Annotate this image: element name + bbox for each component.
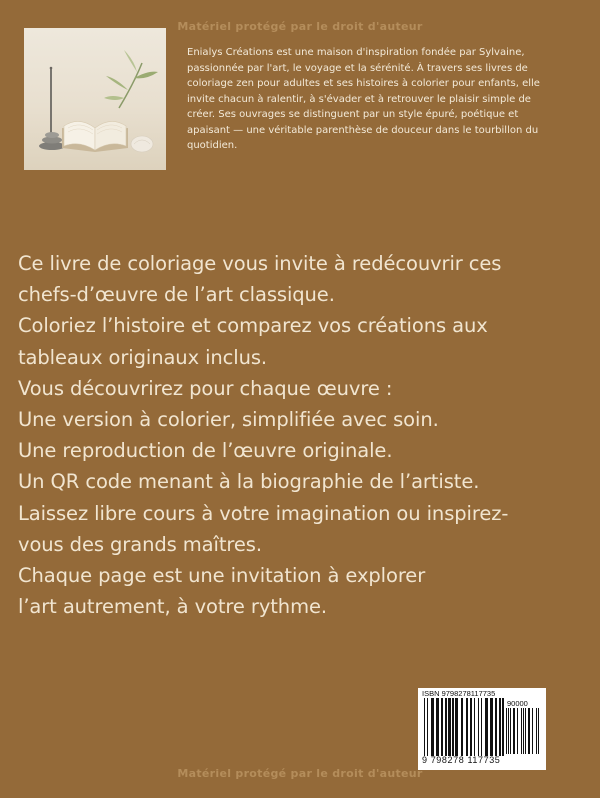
barcode-bar — [510, 708, 511, 754]
book-incense-illustration — [24, 28, 166, 170]
barcode-bar — [424, 698, 425, 756]
isbn-label: ISBN 9798278117735 — [422, 689, 496, 698]
barcode-bar — [532, 708, 533, 754]
description-line: Laissez libre cours à votre imagination ou inspirez- — [18, 501, 509, 525]
description-line: Une reproduction de l’œuvre originale. — [18, 439, 393, 463]
barcode-bars — [424, 698, 504, 756]
barcode-bar — [528, 708, 530, 754]
bamboo-leaves-icon — [104, 50, 158, 108]
isbn-barcode — [418, 688, 546, 770]
description-line: chefs-d’œuvre de l’art classique. — [18, 283, 335, 307]
barcode-bar — [431, 698, 434, 756]
barcode-bar — [441, 698, 443, 756]
barcode-bar — [481, 698, 482, 756]
isbn-digits: 9 798278 117735 — [422, 755, 501, 765]
barcode-bar — [513, 708, 515, 754]
barcode-bar — [536, 708, 537, 754]
price-code: 90000 — [507, 699, 528, 708]
barcode-bar — [461, 698, 463, 756]
open-book-icon — [62, 121, 128, 152]
barcode-bar — [436, 698, 439, 756]
stones-icon — [39, 132, 65, 150]
copyright-watermark-bottom: Matériel protégé par le droit d'auteur — [177, 767, 423, 780]
barcode-bar — [474, 698, 475, 756]
barcode-bar — [448, 698, 451, 756]
description-line: l’art autrement, à votre rythme. — [18, 595, 327, 619]
copyright-watermark-top: Matériel protégé par le droit d'auteur — [177, 20, 423, 33]
barcode-bar — [525, 708, 526, 754]
barcode-bar — [538, 708, 539, 754]
book-description — [18, 248, 588, 622]
barcode-bar — [466, 698, 468, 756]
description-line: Un QR code menant à la biographie de l’artiste. — [18, 470, 480, 494]
barcode-bar — [495, 698, 497, 756]
barcode-bar — [523, 708, 524, 754]
price-barcode-bars — [506, 708, 540, 754]
barcode-bar — [517, 708, 518, 754]
barcode-bar — [445, 698, 447, 756]
description-line: Chaque page est une invitation à explorer — [18, 564, 426, 588]
barcode-bar — [478, 698, 479, 756]
barcode-bar — [455, 698, 458, 756]
author-photo — [24, 28, 166, 170]
author-bio: Enialys Créations est une maison d'inspiration fondée par Sylvaine, passionnée par l'art, le voyage et la sérénité. À travers ses livres de coloriage zen pour adultes et ses histoires à colorier pour enfants, elle invite chacun à ralentir, à s'évader et à retrouver le plaisir simple de créer. Ses ouvrages se distinguent par un style épuré, poétique et apaisant — une véritable parenthèse de douceur dans le tourbillon du quotidien. — [187, 47, 540, 151]
barcode-bar — [506, 708, 507, 754]
barcode-bar — [452, 698, 454, 756]
barcode-bar — [490, 698, 493, 756]
description-line: Une version à colorier, simplifiée avec soin. — [18, 408, 439, 432]
description-line: tableaux originaux inclus. — [18, 345, 268, 369]
barcode-bar — [521, 708, 522, 754]
barcode-bar — [502, 698, 504, 756]
barcode-bar — [499, 698, 501, 756]
barcode-bar — [508, 708, 509, 754]
description-line: Ce livre de coloriage vous invite à redécouvrir ces — [18, 252, 502, 275]
barcode-bar — [485, 698, 488, 756]
description-line: vous des grands maîtres. — [18, 532, 262, 556]
description-line: Vous découvrirez pour chaque œuvre : — [18, 376, 393, 400]
barcode-bar — [427, 698, 428, 756]
barcode-bar — [470, 698, 472, 756]
description-line: Coloriez l’histoire et comparez vos créations aux — [18, 314, 488, 338]
